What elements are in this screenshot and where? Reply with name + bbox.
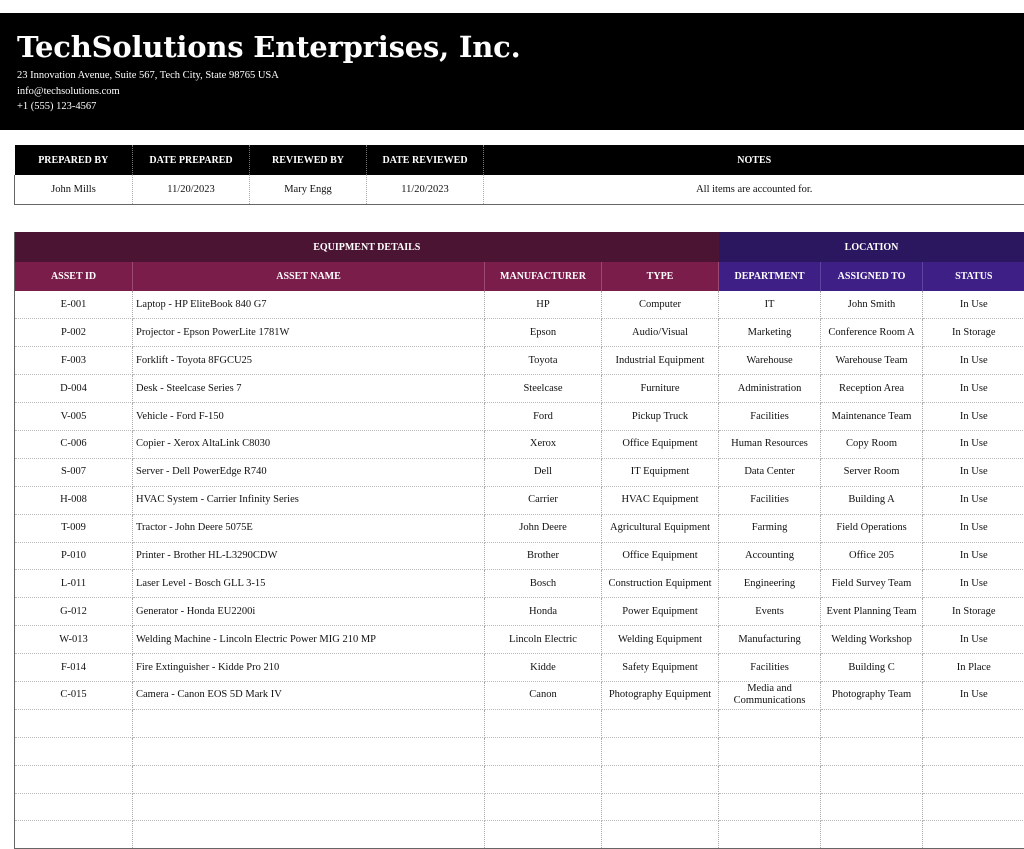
empty-cell[interactable]	[15, 793, 133, 821]
empty-cell[interactable]	[485, 765, 602, 793]
asset-id-cell[interactable]: T-009	[15, 514, 133, 542]
type-cell[interactable]: Agricultural Equipment	[602, 514, 719, 542]
manufacturer-cell[interactable]: John Deere	[485, 514, 602, 542]
empty-cell[interactable]	[485, 821, 602, 849]
empty-cell[interactable]	[821, 793, 923, 821]
assigned-to-cell[interactable]: Welding Workshop	[821, 626, 923, 654]
assigned-to-cell[interactable]: Server Room	[821, 458, 923, 486]
empty-table-row	[15, 793, 1024, 821]
asset-name-header: ASSET NAME	[133, 262, 485, 291]
empty-cell[interactable]	[15, 709, 133, 737]
empty-cell[interactable]	[923, 737, 1024, 765]
asset-name-cell[interactable]: Generator - Honda EU2200i	[133, 598, 485, 626]
empty-table-row	[15, 737, 1024, 765]
status-cell[interactable]: In Use	[923, 458, 1024, 486]
empty-cell[interactable]	[923, 793, 1024, 821]
status-cell[interactable]: In Storage	[923, 598, 1024, 626]
table-row	[15, 291, 1024, 319]
table-row	[15, 375, 1024, 403]
department-cell[interactable]: IT	[719, 291, 821, 319]
table-row	[15, 542, 1024, 570]
preparation-table	[14, 145, 1024, 205]
manufacturer-cell[interactable]: Ford	[485, 403, 602, 431]
manufacturer-header: MANUFACTURER	[485, 262, 602, 291]
asset-id-cell[interactable]: P-002	[15, 319, 133, 347]
group-header-row	[15, 232, 1024, 262]
asset-id-cell[interactable]: D-004	[15, 375, 133, 403]
status-cell[interactable]: In Storage	[923, 319, 1024, 347]
asset-id-cell[interactable]: F-014	[15, 654, 133, 682]
asset-id-cell[interactable]: P-010	[15, 542, 133, 570]
type-cell[interactable]: Power Equipment	[602, 598, 719, 626]
department-cell[interactable]: Media and Communications	[719, 681, 821, 709]
empty-cell[interactable]	[602, 765, 719, 793]
status-header: STATUS	[923, 262, 1024, 291]
status-cell[interactable]: In Use	[923, 347, 1024, 375]
assigned-to-cell[interactable]: Field Operations	[821, 514, 923, 542]
empty-table-row	[15, 821, 1024, 849]
empty-cell[interactable]	[821, 765, 923, 793]
company-phone: +1 (555) 123-4567	[17, 101, 97, 112]
assigned-to-cell[interactable]: John Smith	[821, 291, 923, 319]
manufacturer-cell[interactable]: Steelcase	[485, 375, 602, 403]
table-row	[15, 681, 1024, 709]
empty-cell[interactable]	[485, 709, 602, 737]
assigned-to-cell[interactable]: Office 205	[821, 542, 923, 570]
status-cell[interactable]: In Use	[923, 681, 1024, 709]
assigned-to-header: ASSIGNED TO	[821, 262, 923, 291]
asset-name-cell[interactable]: Welding Machine - Lincoln Electric Power MIG 210 MP	[133, 626, 485, 654]
status-cell[interactable]: In Place	[923, 654, 1024, 682]
empty-cell[interactable]	[133, 793, 485, 821]
empty-cell[interactable]	[602, 709, 719, 737]
manufacturer-cell[interactable]: Dell	[485, 458, 602, 486]
manufacturer-cell[interactable]: Honda	[485, 598, 602, 626]
assigned-to-cell[interactable]: Warehouse Team	[821, 347, 923, 375]
asset-name-cell[interactable]: Projector - Epson PowerLite 1781W	[133, 319, 485, 347]
empty-cell[interactable]	[133, 709, 485, 737]
reviewed-by-header: REVIEWED BY	[250, 145, 367, 175]
asset-id-cell[interactable]: W-013	[15, 626, 133, 654]
manufacturer-cell[interactable]: Toyota	[485, 347, 602, 375]
empty-table-row	[15, 765, 1024, 793]
type-cell[interactable]: Safety Equipment	[602, 654, 719, 682]
status-cell[interactable]: In Use	[923, 514, 1024, 542]
empty-cell[interactable]	[15, 737, 133, 765]
type-cell[interactable]: Audio/Visual	[602, 319, 719, 347]
empty-cell[interactable]	[719, 737, 821, 765]
department-header: DEPARTMENT	[719, 262, 821, 291]
type-cell[interactable]: Computer	[602, 291, 719, 319]
table-row	[15, 430, 1024, 458]
table-row	[15, 654, 1024, 682]
column-header-row	[15, 262, 1024, 291]
table-row	[15, 403, 1024, 431]
assigned-to-cell[interactable]: Event Planning Team	[821, 598, 923, 626]
assigned-to-cell[interactable]: Building A	[821, 486, 923, 514]
department-cell[interactable]: Administration	[719, 375, 821, 403]
status-cell[interactable]: In Use	[923, 430, 1024, 458]
asset-id-cell[interactable]: V-005	[15, 403, 133, 431]
asset-name-cell[interactable]: Server - Dell PowerEdge R740	[133, 458, 485, 486]
company-email: info@techsolutions.com	[17, 85, 120, 97]
preparation-header-row	[15, 145, 1024, 175]
department-cell[interactable]: Data Center	[719, 458, 821, 486]
department-cell[interactable]: Events	[719, 598, 821, 626]
type-cell[interactable]: Furniture	[602, 375, 719, 403]
empty-cell[interactable]	[485, 793, 602, 821]
empty-cell[interactable]	[923, 709, 1024, 737]
empty-cell[interactable]	[923, 821, 1024, 849]
notes-value[interactable]: All items are accounted for.	[484, 175, 1024, 204]
table-row	[15, 598, 1024, 626]
reviewed-by-value[interactable]: Mary Engg	[250, 175, 367, 204]
department-cell[interactable]: Facilities	[719, 654, 821, 682]
asset-name-cell[interactable]: HVAC System - Carrier Infinity Series	[133, 486, 485, 514]
empty-cell[interactable]	[133, 737, 485, 765]
table-row	[15, 458, 1024, 486]
assigned-to-cell[interactable]: Reception Area	[821, 375, 923, 403]
department-cell[interactable]: Facilities	[719, 403, 821, 431]
asset-id-cell[interactable]: C-015	[15, 681, 133, 709]
manufacturer-cell[interactable]: HP	[485, 291, 602, 319]
type-header: TYPE	[602, 262, 719, 291]
preparation-values-row	[15, 175, 1024, 204]
asset-table-body	[15, 291, 1024, 849]
empty-cell[interactable]	[15, 765, 133, 793]
assigned-to-cell[interactable]: Conference Room A	[821, 319, 923, 347]
asset-name-cell[interactable]: Desk - Steelcase Series 7	[133, 375, 485, 403]
manufacturer-cell[interactable]: Canon	[485, 681, 602, 709]
asset-name-cell[interactable]: Tractor - John Deere 5075E	[133, 514, 485, 542]
department-cell[interactable]: Facilities	[719, 486, 821, 514]
company-name: TechSolutions Enterprises, Inc.	[17, 30, 521, 64]
department-cell[interactable]: Farming	[719, 514, 821, 542]
department-cell[interactable]: Manufacturing	[719, 626, 821, 654]
department-cell[interactable]: Accounting	[719, 542, 821, 570]
table-row	[15, 626, 1024, 654]
equipment-details-header: EQUIPMENT DETAILS	[15, 232, 719, 262]
type-cell[interactable]: Welding Equipment	[602, 626, 719, 654]
type-cell[interactable]: Pickup Truck	[602, 403, 719, 431]
department-cell[interactable]: Marketing	[719, 319, 821, 347]
empty-cell[interactable]	[719, 765, 821, 793]
manufacturer-cell[interactable]: Xerox	[485, 430, 602, 458]
empty-cell[interactable]	[133, 765, 485, 793]
empty-cell[interactable]	[133, 821, 485, 849]
location-header: LOCATION	[719, 232, 1024, 262]
department-cell[interactable]: Human Resources	[719, 430, 821, 458]
manufacturer-cell[interactable]: Carrier	[485, 486, 602, 514]
empty-cell[interactable]	[821, 709, 923, 737]
notes-header: NOTES	[484, 145, 1024, 175]
manufacturer-cell[interactable]: Lincoln Electric	[485, 626, 602, 654]
type-cell[interactable]: Office Equipment	[602, 430, 719, 458]
type-cell[interactable]: IT Equipment	[602, 458, 719, 486]
type-cell[interactable]: Office Equipment	[602, 542, 719, 570]
empty-cell[interactable]	[719, 821, 821, 849]
asset-id-cell[interactable]: H-008	[15, 486, 133, 514]
asset-id-cell[interactable]: L-011	[15, 570, 133, 598]
table-row	[15, 319, 1024, 347]
status-cell[interactable]: In Use	[923, 375, 1024, 403]
type-cell[interactable]: Construction Equipment	[602, 570, 719, 598]
manufacturer-cell[interactable]: Epson	[485, 319, 602, 347]
department-cell[interactable]: Warehouse	[719, 347, 821, 375]
assigned-to-cell[interactable]: Maintenance Team	[821, 403, 923, 431]
empty-cell[interactable]	[602, 821, 719, 849]
status-cell[interactable]: In Use	[923, 542, 1024, 570]
asset-name-cell[interactable]: Copier - Xerox AltaLink C8030	[133, 430, 485, 458]
table-row	[15, 486, 1024, 514]
type-cell[interactable]: Photography Equipment	[602, 681, 719, 709]
asset-id-cell[interactable]: G-012	[15, 598, 133, 626]
company-address: 23 Innovation Avenue, Suite 567, Tech City, State 98765 USA	[17, 70, 279, 81]
company-header	[0, 13, 1024, 130]
table-row	[15, 570, 1024, 598]
empty-cell[interactable]	[719, 709, 821, 737]
empty-cell[interactable]	[485, 737, 602, 765]
asset-name-cell[interactable]: Printer - Brother HL-L3290CDW	[133, 542, 485, 570]
asset-name-cell[interactable]: Fire Extinguisher - Kidde Pro 210	[133, 654, 485, 682]
assigned-to-cell[interactable]: Copy Room	[821, 430, 923, 458]
asset-id-header: ASSET ID	[15, 262, 133, 291]
empty-cell[interactable]	[821, 737, 923, 765]
assigned-to-cell[interactable]: Field Survey Team	[821, 570, 923, 598]
department-cell[interactable]: Engineering	[719, 570, 821, 598]
status-cell[interactable]: In Use	[923, 291, 1024, 319]
manufacturer-cell[interactable]: Bosch	[485, 570, 602, 598]
empty-cell[interactable]	[923, 765, 1024, 793]
manufacturer-cell[interactable]: Brother	[485, 542, 602, 570]
status-cell[interactable]: In Use	[923, 486, 1024, 514]
prepared-by-header: PREPARED BY	[15, 145, 133, 175]
assigned-to-cell[interactable]: Photography Team	[821, 681, 923, 709]
status-cell[interactable]: In Use	[923, 570, 1024, 598]
asset-name-cell[interactable]: Camera - Canon EOS 5D Mark IV	[133, 681, 485, 709]
asset-id-cell[interactable]: C-006	[15, 430, 133, 458]
empty-cell[interactable]	[602, 793, 719, 821]
date-prepared-header: DATE PREPARED	[133, 145, 250, 175]
asset-name-cell[interactable]: Vehicle - Ford F-150	[133, 403, 485, 431]
asset-table	[14, 232, 1024, 849]
asset-name-cell[interactable]: Laptop - HP EliteBook 840 G7	[133, 291, 485, 319]
empty-cell[interactable]	[602, 737, 719, 765]
manufacturer-cell[interactable]: Kidde	[485, 654, 602, 682]
status-cell[interactable]: In Use	[923, 403, 1024, 431]
type-cell[interactable]: Industrial Equipment	[602, 347, 719, 375]
empty-cell[interactable]	[719, 793, 821, 821]
asset-id-cell[interactable]: E-001	[15, 291, 133, 319]
table-row	[15, 347, 1024, 375]
asset-name-cell[interactable]: Forklift - Toyota 8FGCU25	[133, 347, 485, 375]
empty-table-row	[15, 709, 1024, 737]
empty-cell[interactable]	[15, 821, 133, 849]
date-reviewed-header: DATE REVIEWED	[367, 145, 484, 175]
date-prepared-value[interactable]: 11/20/2023	[133, 175, 250, 204]
asset-name-cell[interactable]: Laser Level - Bosch GLL 3-15	[133, 570, 485, 598]
asset-id-cell[interactable]: S-007	[15, 458, 133, 486]
date-reviewed-value[interactable]: 11/20/2023	[367, 175, 484, 204]
assigned-to-cell[interactable]: Building C	[821, 654, 923, 682]
status-cell[interactable]: In Use	[923, 626, 1024, 654]
prepared-by-value[interactable]: John Mills	[15, 175, 133, 204]
type-cell[interactable]: HVAC Equipment	[602, 486, 719, 514]
asset-id-cell[interactable]: F-003	[15, 347, 133, 375]
empty-cell[interactable]	[821, 821, 923, 849]
table-row	[15, 514, 1024, 542]
